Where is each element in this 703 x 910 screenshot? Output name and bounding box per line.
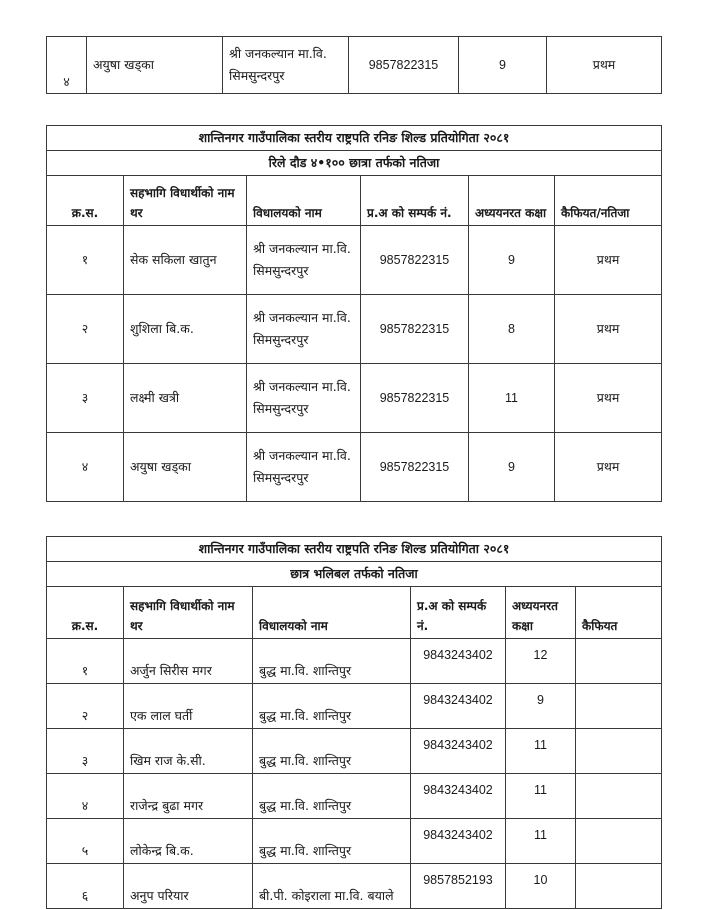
continued-results-table [46,36,662,94]
header-row [47,176,662,226]
table-subtitle: छात्र भलिबल तर्फको नतिजा [47,562,662,587]
column-header-serial: क्र.स. [47,587,124,639]
grade: 11 [469,364,555,433]
grade: 9 [469,433,555,502]
school-name: श्री जनकल्यान मा.वि. सिमसुन्दरपुर [247,364,361,433]
grade: 8 [469,295,555,364]
contact-number: 9843243402 [411,774,506,819]
header-row [47,587,662,639]
grade: 12 [506,639,576,684]
contact-number: 9843243402 [411,684,506,729]
column-header-contact: प्र.अ को सम्पर्क नं. [411,587,506,639]
school-name: श्री जनकल्यान मा.वि. सिमसुन्दरपुर [247,433,361,502]
serial-number: २ [47,295,124,364]
grade: 9 [469,226,555,295]
serial-number: २ [47,684,124,729]
school-name: बुद्ध मा.वि. शान्तिपुर [253,729,411,774]
student-name: एक लाल घर्ती [124,684,253,729]
serial-number: ४ [47,37,87,94]
school-name: बुद्ध मा.वि. शान्तिपुर [253,684,411,729]
table-row [47,295,662,364]
school-name: श्री जनकल्यान मा.वि. सिमसुन्दरपुर [247,226,361,295]
student-name: राजेन्द्र बुढा मगर [124,774,253,819]
column-header-student-name: सहभागि विधार्थीको नाम थर [124,587,253,639]
column-header-school: विधालयको नाम [247,176,361,226]
serial-number: ४ [47,433,124,502]
student-name: अर्जुन सिरीस मगर [124,639,253,684]
relay-results-table [46,125,662,502]
grade: 11 [506,729,576,774]
student-name: अनुप परियार [124,864,253,909]
column-header-remarks: कैफियत [576,587,662,639]
result: प्रथम [555,226,662,295]
column-header-contact: प्र.अ को सम्पर्क नं. [361,176,469,226]
student-name: लक्ष्मी खत्री [124,364,247,433]
school-name: बी.पी. कोइराला मा.वि. बयाले [253,864,411,909]
grade: 9 [506,684,576,729]
student-name: अयुषा खड्का [124,433,247,502]
school-name: बुद्ध मा.वि. शान्तिपुर [253,819,411,864]
serial-number: ४ [47,774,124,819]
remarks [576,774,662,819]
serial-number: ३ [47,364,124,433]
table-row [47,37,662,94]
contact-number: 9857822315 [361,226,469,295]
table-row [47,729,662,774]
table-row [47,639,662,684]
table-row [47,226,662,295]
contact-number: 9843243402 [411,639,506,684]
column-header-result: कैफियत/नतिजा [555,176,662,226]
grade: 9 [459,37,547,94]
contact-number: 9843243402 [411,819,506,864]
school-name: श्री जनकल्यान मा.वि. सिमसुन्दरपुर [223,37,349,94]
table-subtitle: रिले दौड ४•१०० छात्रा तर्फको नतिजा [47,151,662,176]
column-header-school: विधालयको नाम [253,587,411,639]
serial-number: ६ [47,864,124,909]
serial-number: ५ [47,819,124,864]
serial-number: १ [47,226,124,295]
table-row [47,819,662,864]
school-name: बुद्ध मा.वि. शान्तिपुर [253,774,411,819]
student-name: अयुषा खड्का [87,37,223,94]
contact-number: 9857852193 [411,864,506,909]
table-row [47,774,662,819]
table-row [47,364,662,433]
remarks [576,729,662,774]
table-title: शान्तिनगर गाउँपालिका स्तरीय राष्ट्रपति रनिङ शिल्ड प्रतियोगिता २०८१ [47,126,662,151]
serial-number: १ [47,639,124,684]
result: प्रथम [555,295,662,364]
student-name: सेक सकिला खातुन [124,226,247,295]
school-name: श्री जनकल्यान मा.वि. सिमसुन्दरपुर [247,295,361,364]
student-name: लोकेन्द्र बि.क. [124,819,253,864]
grade: 11 [506,774,576,819]
table-row [47,433,662,502]
contact-number: 9843243402 [411,729,506,774]
result: प्रथम [555,364,662,433]
school-name: बुद्ध मा.वि. शान्तिपुर [253,639,411,684]
column-header-grade: अध्ययनरत कक्षा [506,587,576,639]
contact-number: 9857822315 [361,433,469,502]
serial-number: ३ [47,729,124,774]
column-header-serial: क्र.स. [47,176,124,226]
grade: 10 [506,864,576,909]
remarks [576,639,662,684]
volleyball-results-table [46,536,662,909]
contact-number: 9857822315 [361,295,469,364]
column-header-student-name: सहभागि विधार्थीको नाम थर [124,176,247,226]
column-header-grade: अध्ययनरत कक्षा [469,176,555,226]
table-row [47,684,662,729]
student-name: शुशिला बि.क. [124,295,247,364]
remarks [576,819,662,864]
table-title: शान्तिनगर गाउँपालिका स्तरीय राष्ट्रपति रनिङ शिल्ड प्रतियोगिता २०८१ [47,537,662,562]
result: प्रथम [547,37,662,94]
grade: 11 [506,819,576,864]
remarks [576,684,662,729]
contact-number: 9857822315 [349,37,459,94]
contact-number: 9857822315 [361,364,469,433]
table-row [47,864,662,909]
student-name: खिम राज के.सी. [124,729,253,774]
result: प्रथम [555,433,662,502]
remarks [576,864,662,909]
